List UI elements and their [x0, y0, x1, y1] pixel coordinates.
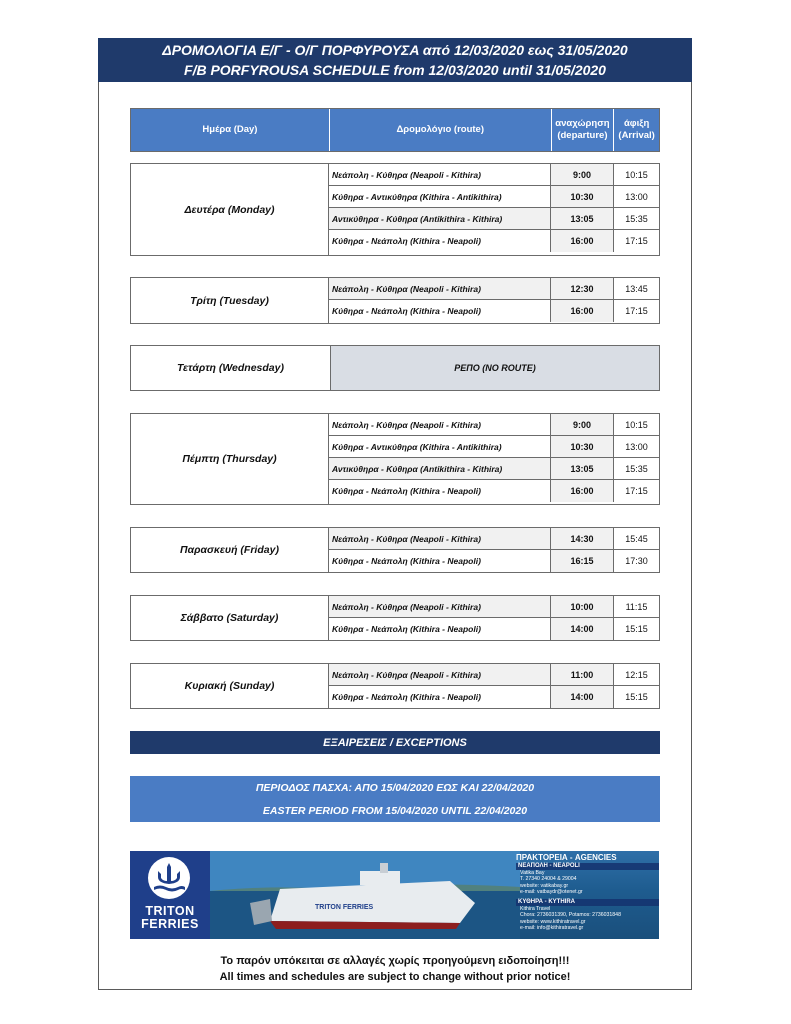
- agency-line: Chora: 2736031390, Potamos: 2736031848: [520, 912, 621, 919]
- title-greek: ΔΡΟΜΟΛΟΓΙΑ Ε/Γ - Ο/Γ ΠΟΡΦΥΡΟΥΣΑ από 12/03/2020 εως 31/05/2020: [162, 42, 628, 58]
- agency-line: Vatika Bay: [520, 869, 545, 876]
- arrival-cell: 13:00: [625, 441, 648, 452]
- arrival-cell: 11:15: [625, 601, 648, 612]
- table-row: [329, 300, 659, 322]
- departure-cell: 9:00: [551, 414, 614, 435]
- logo-line-2: FERRIES: [141, 917, 199, 931]
- route-cell: Κύθηρα - Νεάπολη (Kithira - Neapoli): [329, 686, 551, 708]
- day-name: Παρασκευή (Friday): [131, 528, 329, 572]
- schedule-title: [98, 38, 692, 82]
- day-block-tuesday: [130, 277, 660, 324]
- neapoli-heading: ΝΕΑΠΟΛΗ - NEAPOLI: [516, 863, 659, 870]
- header-departure: αναχώρηση (departure): [552, 109, 615, 151]
- easter-period-greek: ΠΕΡΙΟΔΟΣ ΠΑΣΧΑ: ΑΠΟ 15/04/2020 ΕΩΣ ΚΑΙ 22/04/2020: [130, 776, 660, 799]
- departure-cell: 16:00: [551, 300, 614, 322]
- route-cell: Νεάπολη - Κύθηρα (Neapoli - Kithira): [329, 278, 551, 299]
- route-cell: Κύθηρα - Νεάπολη (Kithira - Neapoli): [329, 230, 551, 252]
- day-block-sunday: [130, 663, 660, 709]
- header-route: Δρομολόγιο (route): [330, 109, 552, 151]
- agency-line: T. 27340 24004 & 29004: [520, 876, 577, 883]
- title-english: F/B PORFYROUSA SCHEDULE from 12/03/2020 until 31/05/2020: [184, 62, 606, 78]
- departure-cell: 13:05: [551, 458, 614, 479]
- ferry-ship-image: [210, 851, 520, 939]
- route-cell: Νεάπολη - Κύθηρα (Neapoli - Kithira): [329, 164, 551, 185]
- day-name: Σάββατο (Saturday): [131, 596, 329, 640]
- table-row: [329, 528, 659, 550]
- table-row: [329, 596, 659, 618]
- agency-banner: [130, 851, 659, 939]
- disclaimer-english: All times and schedules are subject to change without prior notice!: [219, 971, 571, 983]
- kithira-heading: ΚΥΘΗΡΑ - KYTHIRA: [516, 899, 659, 906]
- table-row: [329, 458, 659, 480]
- table-row: [329, 186, 659, 208]
- departure-cell: 14:00: [551, 686, 614, 708]
- departure-cell: 11:00: [551, 664, 614, 685]
- route-cell: Νεάπολη - Κύθηρα (Neapoli - Kithira): [329, 664, 551, 685]
- arrival-cell: 12:15: [625, 669, 648, 680]
- day-block-saturday: [130, 595, 660, 641]
- header-day: Ημέρα (Day): [131, 109, 330, 151]
- table-row: [329, 618, 659, 640]
- agency-line: website: www.kithiratravel.gr: [520, 918, 586, 925]
- arrival-cell: 13:45: [625, 283, 648, 294]
- table-row: [329, 278, 659, 300]
- arrival-cell: 17:15: [625, 236, 648, 246]
- arrival-cell: 15:35: [625, 213, 648, 224]
- arrival-cell: 17:30: [625, 556, 648, 566]
- arrival-cell: 10:15: [625, 169, 648, 180]
- day-name: Πέμπτη (Thursday): [131, 414, 329, 504]
- ship-label: TRITON FERRIES: [315, 904, 374, 911]
- day-block-wednesday: [130, 345, 660, 391]
- day-block-thursday: [130, 413, 660, 505]
- table-row: [329, 414, 659, 436]
- departure-cell: 16:00: [551, 230, 614, 252]
- agencies-title: ΠΡΑΚΤΟΡΕΙΑ - AGENCIES: [516, 853, 617, 862]
- agencies-panel: [516, 853, 659, 932]
- triton-logo: [130, 851, 210, 939]
- departure-cell: 12:30: [551, 278, 614, 299]
- route-cell: Νεάπολη - Κύθηρα (Neapoli - Kithira): [329, 414, 551, 435]
- route-cell: Κύθηρα - Νεάπολη (Kithira - Neapoli): [329, 550, 551, 572]
- day-block-monday: [130, 163, 660, 256]
- logo-line-1: TRITON: [145, 904, 195, 918]
- table-header: [130, 108, 660, 152]
- table-row: [329, 480, 659, 502]
- arrival-cell: 15:35: [625, 463, 648, 474]
- trident-icon: [148, 857, 190, 899]
- day-name: Δευτέρα (Monday): [131, 164, 329, 255]
- day-block-friday: [130, 527, 660, 573]
- departure-cell: 10:30: [551, 436, 614, 457]
- easter-period-english: EASTER PERIOD FROM 15/04/2020 UNTIL 22/04/2020: [130, 799, 660, 822]
- day-name: Κυριακή (Sunday): [131, 664, 329, 708]
- departure-cell: 16:15: [551, 550, 614, 572]
- route-cell: Αντικύθηρα - Κύθηρα (Antikithira - Kithira): [329, 458, 551, 479]
- departure-cell: 10:00: [551, 596, 614, 617]
- route-cell: Κύθηρα - Νεάπολη (Kithira - Neapoli): [329, 480, 551, 502]
- departure-cell: 13:05: [551, 208, 614, 229]
- exceptions-title: ΕΞΑΙΡΕΣΕΙΣ / EXCEPTIONS: [130, 731, 660, 754]
- arrival-cell: 15:15: [625, 692, 648, 702]
- table-row: [329, 664, 659, 686]
- arrival-cell: 10:15: [625, 419, 648, 430]
- agency-line: website: vatikabay.gr: [520, 882, 569, 889]
- route-cell: Κύθηρα - Νεάπολη (Kithira - Neapoli): [329, 618, 551, 640]
- route-cell: Αντικύθηρα - Κύθηρα (Antikithira - Kithira): [329, 208, 551, 229]
- day-name: Τρίτη (Tuesday): [131, 278, 329, 323]
- route-cell: Κύθηρα - Νεάπολη (Kithira - Neapoli): [329, 300, 551, 322]
- arrival-cell: 13:00: [625, 191, 648, 202]
- arrival-cell: 15:45: [625, 533, 648, 544]
- departure-cell: 10:30: [551, 186, 614, 207]
- no-route-cell: ΡΕΠΟ (NO ROUTE): [331, 346, 659, 390]
- route-cell: Κύθηρα - Αντικύθηρα (Kithira - Antikithira): [329, 436, 551, 457]
- agency-line: e-mail: vatbaydr@otenet.gr: [520, 889, 583, 896]
- table-row: [329, 550, 659, 572]
- agency-line: e-mail: info@kithiratravel.gr: [520, 925, 584, 932]
- header-arrival: άφιξη (Arrival): [618, 118, 655, 141]
- table-row: [329, 686, 659, 708]
- day-name: Τετάρτη (Wednesday): [131, 346, 331, 390]
- arrival-cell: 17:15: [625, 306, 648, 316]
- departure-cell: 9:00: [551, 164, 614, 185]
- table-row: [329, 230, 659, 252]
- table-row: [329, 208, 659, 230]
- arrival-cell: 17:15: [625, 486, 648, 496]
- departure-cell: 16:00: [551, 480, 614, 502]
- disclaimer-greek: Το παρόν υπόκειται σε αλλαγές χωρίς προηγούμενη ειδοποίηση!!!: [220, 955, 570, 967]
- route-cell: Νεάπολη - Κύθηρα (Neapoli - Kithira): [329, 596, 551, 617]
- table-row: [329, 164, 659, 186]
- departure-cell: 14:00: [551, 618, 614, 640]
- agency-line: Kithira Travel: [520, 905, 551, 912]
- route-cell: Κύθηρα - Αντικύθηρα (Kithira - Antikithira): [329, 186, 551, 207]
- table-row: [329, 436, 659, 458]
- arrival-cell: 15:15: [625, 624, 648, 634]
- route-cell: Νεάπολη - Κύθηρα (Neapoli - Kithira): [329, 528, 551, 549]
- departure-cell: 14:30: [551, 528, 614, 549]
